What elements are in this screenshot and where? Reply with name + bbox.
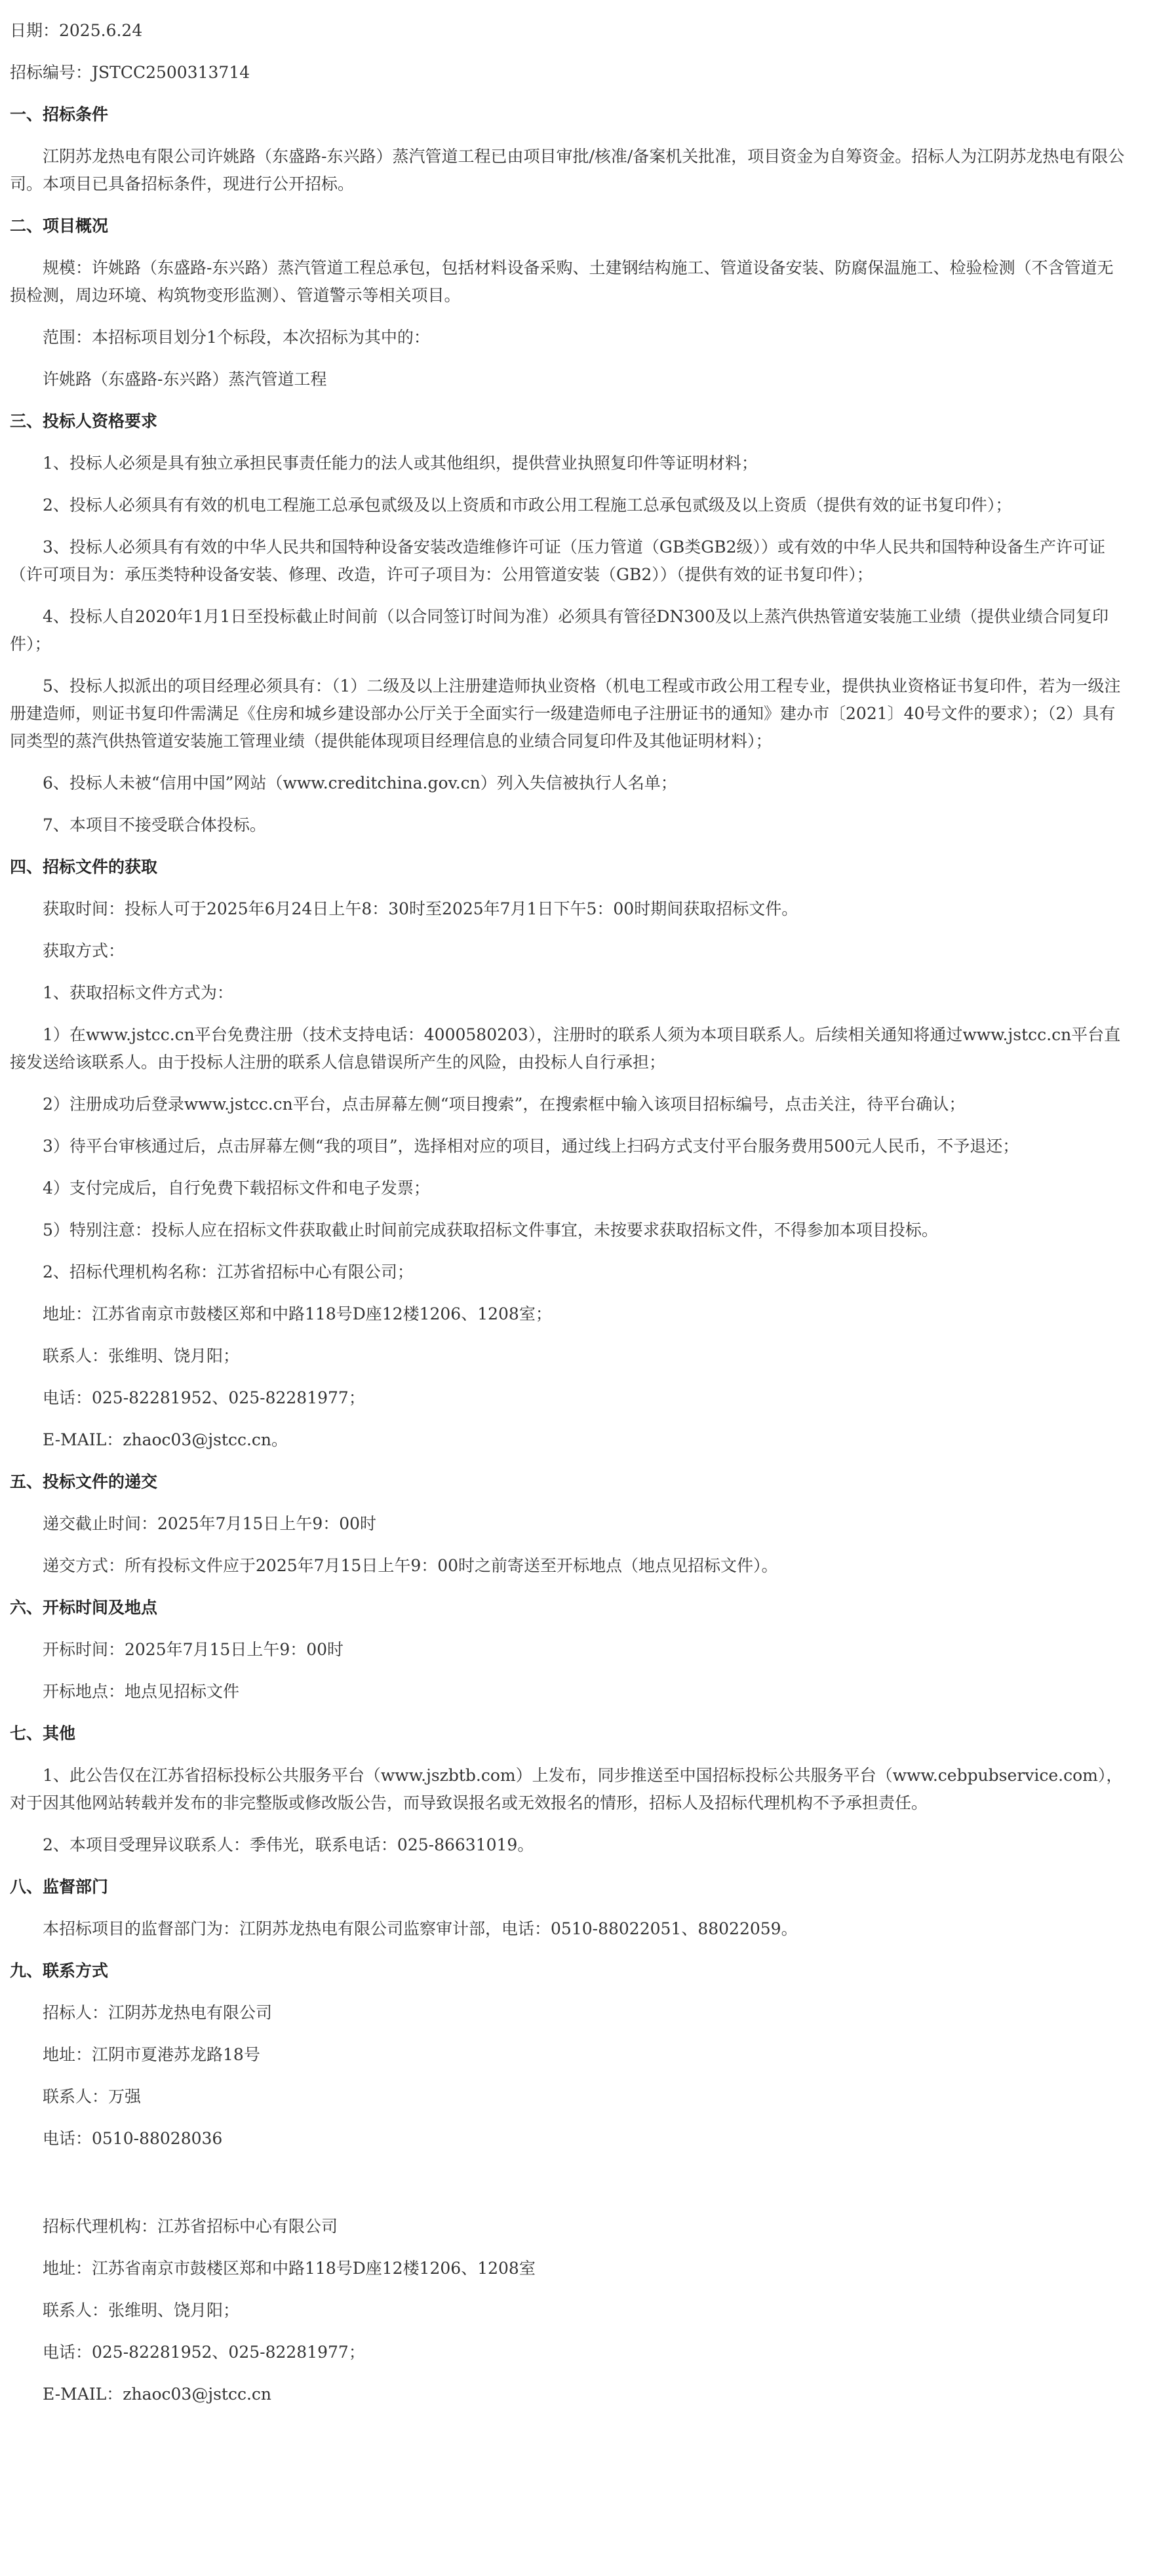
agency-email-text: E-MAIL：zhaoc03@jstcc.cn。: [43, 1430, 288, 1449]
contact-agency-phone-text: 电话：025-82281952、025-82281977；: [43, 2343, 365, 2362]
project-scale-text: 规模：许姚路（东盛路-东兴路）蒸汽管道工程总承包，包括材料设备采购、土建钢结构施工、管道设备安装、防腐保温施工、检验检测（不含管道无损检测，周边环境、构筑物变形监测）、管道警示等相关项目。: [10, 258, 1114, 305]
submission-method-text: 递交方式：所有投标文件应于2025年7月15日上午9：00时之前寄送至开标地点（地点见招标文件）。: [43, 1556, 778, 1575]
qualification-item: 6、投标人未被“信用中国”网站（www.creditchina.gov.cn）列入失信被执行人名单；: [43, 773, 677, 792]
qualification-item: 1、投标人必须是具有独立承担民事责任能力的法人或其他组织，提供营业执照复印件等证明材料；: [43, 454, 758, 473]
section-title-project-overview: 二、项目概况: [10, 216, 109, 235]
obtain-method-intro: 1、获取招标文件方式为：: [43, 983, 233, 1002]
tenderer-name-text: 招标人：江阴苏龙热电有限公司: [43, 2003, 273, 2022]
obtain-step: 2）注册成功后登录www.jstcc.cn平台，点击屏幕左侧“项目搜索”，在搜索框中输入该项目招标编号，点击关注，待平台确认；: [43, 1095, 966, 1114]
section-title-other: 七、其他: [10, 1724, 76, 1743]
contact-agency-name-text: 招标代理机构：江苏省招标中心有限公司: [43, 2217, 338, 2236]
other-notice-text: 1、此公告仅在江苏省招标投标公共服务平台（www.jszbtb.com）上发布，同步推送至中国招标投标公共服务平台（www.cebpubservice.com），对于因其他网站转载并发布的非完整版或修改版公告，而导致误报名或无效报名的情形，招标人及招标代理机构不予承担责任。: [10, 1766, 1123, 1812]
section-title-supervision: 八、监督部门: [10, 1877, 109, 1896]
qualification-item: 2、投标人必须具有有效的机电工程施工总承包贰级及以上资质和市政公用工程施工总承包贰级及以上资质（提供有效的证书复印件）；: [43, 496, 1012, 515]
section-title-contact: 九、联系方式: [10, 1961, 109, 1980]
tenderer-phone-text: 电话：0510-88028036: [43, 2129, 223, 2148]
qualification-item: 4、投标人自2020年1月1日至投标截止时间前（以合同签订时间为准）必须具有管径DN300及以上蒸汽供热管道安装施工业绩（提供业绩合同复印件）；: [10, 607, 1109, 654]
opening-place-text: 开标地点：地点见招标文件: [43, 1682, 240, 1701]
bid-number: 招标编号：JSTCC2500313714: [10, 63, 250, 82]
agency-contact-text: 联系人：张维明、饶月阳；: [43, 1346, 240, 1365]
qualification-item: 5、投标人拟派出的项目经理必须具有：（1）二级及以上注册建造师执业资格（机电工程或市政公用工程专业，提供执业资格证书复印件，若为一级注册建造师，则证书复印件需满足《住房和城乡建设部办公厅关于全面实行一级建造师电子注册证书的通知》建办市〔2021〕40号文件的要求）；（2）具有同类型的蒸汽供热管道安装施工管理业绩（提供能体现项目经理信息的业绩合同复印件及其他证明材料）；: [10, 676, 1121, 751]
project-lot-name: 许姚路（东盛路-东兴路）蒸汽管道工程: [43, 370, 327, 389]
tenderer-address-text: 地址：江阴市夏港苏龙路18号: [43, 2045, 260, 2064]
section-title-qualifications: 三、投标人资格要求: [10, 412, 158, 431]
section-title-opening: 六、开标时间及地点: [10, 1598, 158, 1617]
obtain-method-label: 获取方式：: [43, 941, 125, 960]
announcement-date: 日期：2025.6.24: [10, 21, 143, 40]
opening-time-text: 开标时间：2025年7月15日上午9：00时: [43, 1640, 344, 1659]
submission-deadline-text: 递交截止时间：2025年7月15日上午9：00时: [43, 1514, 377, 1533]
tenderer-contact-text: 联系人：万强: [43, 2087, 142, 2106]
objection-contact-text: 2、本项目受理异议联系人：季伟光，联系电话：025-86631019。: [43, 1835, 534, 1854]
contact-agency-email-text: E-MAIL：zhaoc03@jstcc.cn: [43, 2385, 272, 2404]
obtain-step: 1）在www.jstcc.cn平台免费注册（技术支持电话：4000580203），注册时的联系人须为本项目联系人。后续相关通知将通过www.jstcc.cn平台直接发送给该联系人。由于投标人注册的联系人信息错误所产生的风险，由投标人自行承担；: [10, 1025, 1121, 1072]
section-title-obtain-documents: 四、招标文件的获取: [10, 857, 158, 876]
agency-phone-text: 电话：025-82281952、025-82281977；: [43, 1388, 365, 1407]
obtain-time-text: 获取时间：投标人可于2025年6月24日上午8：30时至2025年7月1日下午5：00时期间获取招标文件。: [43, 899, 798, 918]
obtain-step: 4）支付完成后，自行免费下载招标文件和电子发票；: [43, 1179, 430, 1198]
supervision-text: 本招标项目的监督部门为：江阴苏龙热电有限公司监察审计部，电话：0510-88022051、88022059。: [43, 1919, 798, 1938]
section-title-submission: 五、投标文件的递交: [10, 1472, 158, 1491]
contact-agency-address-text: 地址：江苏省南京市鼓楼区郑和中路118号D座12楼1206、1208室: [43, 2259, 536, 2278]
project-scope-text: 范围：本招标项目划分1个标段，本次招标为其中的：: [43, 328, 430, 347]
obtain-step: 5）特别注意：投标人应在招标文件获取截止时间前完成获取招标文件事宜，未按要求获取招标文件，不得参加本项目投标。: [43, 1220, 938, 1239]
qualification-item: 3、投标人必须具有有效的中华人民共和国特种设备安装改造维修许可证（压力管道（GB类GB2级））或有效的中华人民共和国特种设备生产许可证（许可项目为：承压类特种设备安装、修理、改造，许可子项目为：公用管道安装（GB2））（提供有效的证书复印件）；: [10, 537, 1106, 584]
agency-address-text: 地址：江苏省南京市鼓楼区郑和中路118号D座12楼1206、1208室；: [43, 1304, 552, 1323]
contact-agency-contact-text: 联系人：张维明、饶月阳；: [43, 2301, 240, 2320]
qualification-item: 7、本项目不接受联合体投标。: [43, 815, 266, 834]
agency-name-text: 2、招标代理机构名称：江苏省招标中心有限公司；: [43, 1262, 414, 1281]
obtain-step: 3）待平台审核通过后，点击屏幕左侧“我的项目”，选择相对应的项目，通过线上扫码方式支付平台服务费用500元人民币，不予退还；: [43, 1137, 1019, 1156]
bid-conditions-text: 江阴苏龙热电有限公司许姚路（东盛路-东兴路）蒸汽管道工程已由项目审批/核准/备案机关批准，项目资金为自筹资金。招标人为江阴苏龙热电有限公司。本项目已具备招标条件，现进行公开招标。: [10, 147, 1125, 193]
section-title-bid-conditions: 一、招标条件: [10, 105, 109, 124]
